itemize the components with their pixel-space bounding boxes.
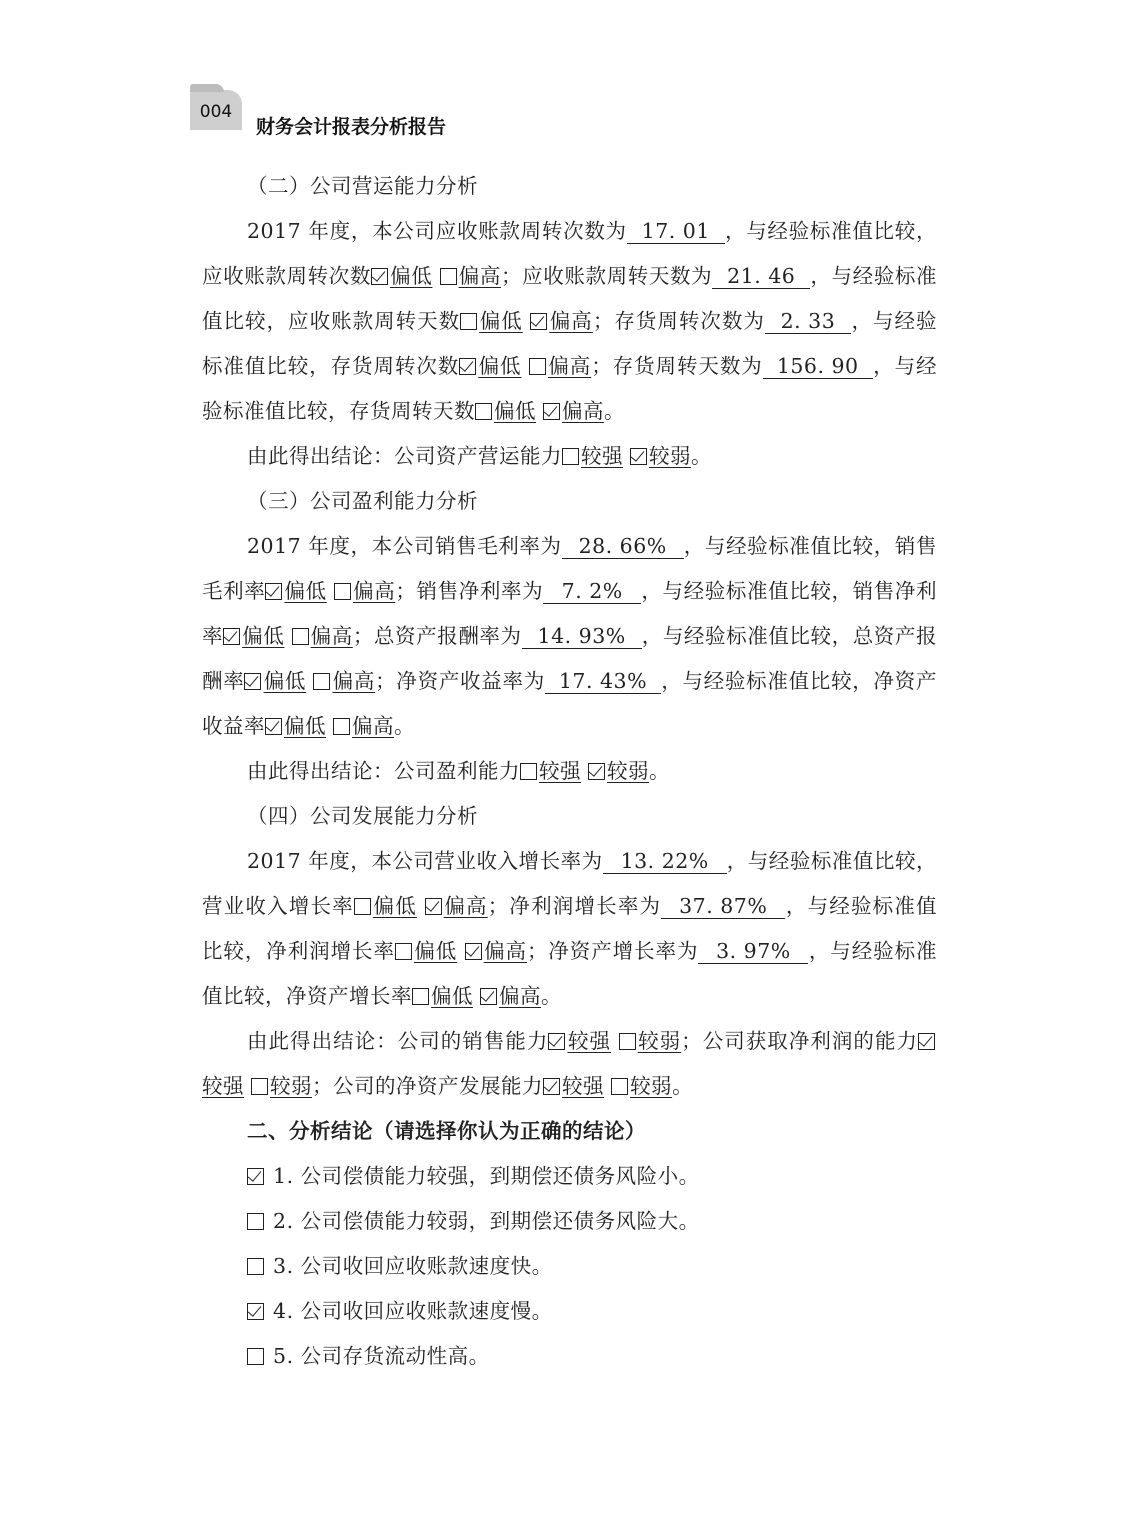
checkbox-icon[interactable] — [334, 583, 351, 600]
checkbox-checked-icon[interactable] — [265, 583, 282, 600]
gross-margin-value: 28. 66% — [562, 534, 684, 559]
checkbox-icon[interactable] — [251, 1078, 268, 1095]
checkbox-icon[interactable] — [619, 1033, 636, 1050]
conclusion-item-1[interactable]: 1. 公司偿债能力较强，到期偿还债务风险小。 — [202, 1154, 937, 1199]
net-margin-value: 7. 2% — [543, 579, 641, 604]
checkbox-icon[interactable] — [395, 943, 412, 960]
checkbox-checked-icon[interactable] — [425, 898, 442, 915]
checkbox-icon[interactable] — [292, 628, 309, 645]
checkbox-icon[interactable] — [333, 718, 350, 735]
equity-growth-value: 3. 97% — [698, 939, 808, 964]
conclusion-item-3[interactable]: 3. 公司收回应收账款速度快。 — [202, 1244, 937, 1289]
operating-conclusion: 由此得出结论：公司资产营运能力 较强 较弱。 — [247, 444, 713, 468]
checkbox-icon[interactable] — [562, 448, 579, 465]
checkbox-icon[interactable] — [611, 1078, 628, 1095]
inv-turnover-value: 2. 33 — [765, 309, 851, 334]
checkbox-checked-icon[interactable] — [543, 1078, 560, 1095]
profit-heading: （三）公司盈利能力分析 — [247, 489, 478, 513]
checkbox-checked-icon[interactable] — [459, 358, 476, 375]
checkbox-checked-icon[interactable] — [548, 1033, 565, 1050]
profit-conclusion: 由此得出结论：公司盈利能力 较强 较弱。 — [247, 759, 671, 783]
page-number-tab — [190, 90, 242, 130]
operating-heading: （二）公司营运能力分析 — [247, 174, 478, 198]
checkbox-icon[interactable] — [247, 1258, 264, 1275]
checkbox-checked-icon[interactable] — [465, 943, 482, 960]
book-title: 财务会计报表分析报告 — [256, 116, 447, 138]
revenue-growth-value: 13. 22% — [603, 849, 727, 874]
checkbox-icon[interactable] — [440, 268, 457, 285]
ar-days-value: 21. 46 — [712, 264, 810, 289]
checkbox-icon[interactable] — [354, 898, 371, 915]
growth-heading: （四）公司发展能力分析 — [247, 804, 478, 828]
checkbox-icon[interactable] — [412, 988, 429, 1005]
checkbox-checked-icon[interactable] — [630, 448, 647, 465]
checkbox-checked-icon[interactable] — [530, 313, 547, 330]
checkbox-checked-icon[interactable] — [371, 268, 388, 285]
checkbox-checked-icon[interactable] — [918, 1033, 935, 1050]
checkbox-icon[interactable] — [460, 313, 477, 330]
checkbox-icon[interactable] — [313, 673, 330, 690]
growth-paragraph: 2017 年度，本公司营业收入增长率为 13. 22% ，与经验标准值比较，营业收入增长率 偏低 偏高；净利润增长率为 37. 87% ，与经验标准值比较，净利润增长率 偏低 偏高；净资产增长率为 3. 97% ，与经验标准值比较，净资产增长率 偏低 偏高。 — [202, 849, 938, 1008]
checkbox-checked-icon[interactable] — [588, 763, 605, 780]
roe-value: 17. 43% — [545, 669, 661, 694]
section2-heading: 二、分析结论（请选择你认为正确的结论） — [247, 1119, 646, 1143]
checkbox-icon[interactable] — [475, 403, 492, 420]
checkbox-checked-icon[interactable] — [244, 673, 261, 690]
roa-value: 14. 93% — [522, 624, 642, 649]
ar-turnover-value: 17. 01 — [627, 219, 725, 244]
profit-paragraph: 2017 年度，本公司销售毛利率为 28. 66% ，与经验标准值比较，销售毛利率 偏低 偏高；销售净利率为 7. 2% ，与经验标准值比较，销售净利率 偏低 偏高；总资产报酬率为 14. 93% ，与经验标准值比较，总资产报酬率 偏低 偏高；净资产收益率为 17. 43% ，与经验标准值比较，净资产收益率 偏低 偏高。 — [202, 534, 938, 738]
profit-growth-value: 37. 87% — [661, 894, 785, 919]
checkbox-icon[interactable] — [247, 1213, 264, 1230]
checkbox-checked-icon[interactable] — [247, 1168, 264, 1185]
growth-conclusion: 由此得出结论：公司的销售能力 较强 较弱；公司获取净利润的能力较强 较弱；公司的净资产发展能力 较强 较弱。 — [202, 1019, 937, 1109]
checkbox-checked-icon[interactable] — [265, 718, 282, 735]
checkbox-checked-icon[interactable] — [480, 988, 497, 1005]
checkbox-icon[interactable] — [247, 1348, 264, 1365]
document-body — [202, 164, 937, 1379]
checkbox-icon[interactable] — [520, 763, 537, 780]
checkbox-icon[interactable] — [529, 358, 546, 375]
page-number: 004 — [199, 102, 233, 122]
operating-paragraph: 2017 年度，本公司应收账款周转次数为 17. 01 ，与经验标准值比较，应收账款周转次数 偏低 偏高；应收账款周转天数为 21. 46 ，与经验标准值比较，应收账款周转天数 偏低 偏高；存货周转次数为 2. 33 ，与经验标准值比较，存货周转次数 偏低 偏高；存货周转天数为 156. 90 ，与经验标准值比较，存货周转天数 偏低 偏高。 — [202, 219, 938, 423]
conclusion-item-2[interactable]: 2. 公司偿债能力较弱，到期偿还债务风险大。 — [202, 1199, 937, 1244]
conclusion-item-4[interactable]: 4. 公司收回应收账款速度慢。 — [202, 1289, 937, 1334]
checkbox-checked-icon[interactable] — [247, 1303, 264, 1320]
checkbox-checked-icon[interactable] — [543, 403, 560, 420]
conclusion-item-5[interactable]: 5. 公司存货流动性高。 — [202, 1334, 937, 1379]
inv-days-value: 156. 90 — [763, 354, 873, 379]
checkbox-checked-icon[interactable] — [223, 628, 240, 645]
